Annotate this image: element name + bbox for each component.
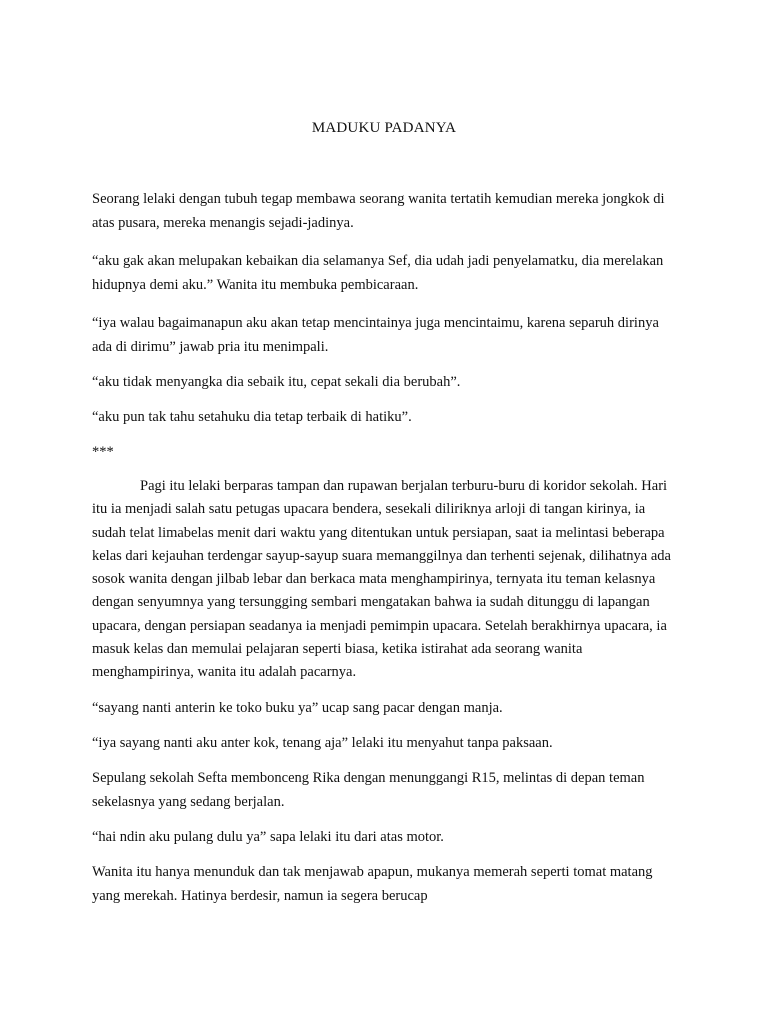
document-body: [92, 187, 674, 919]
paragraph: “aku gak akan melupakan kebaikan dia selamanya Sef, dia udah jadi penyelamatku, dia merelakan hidupnya demi aku.” Wanita itu membuka pembicaraan.: [92, 253, 664, 293]
paragraph: “aku pun tak tahu setahuku dia tetap terbaik di hatiku”.: [92, 409, 412, 425]
paragraph: “iya sayang nanti aku anter kok, tenang aja” lelaki itu menyahut tanpa paksaan.: [92, 734, 553, 751]
paragraph: Seorang lelaki dengan tubuh tegap membawa seorang wanita tertatih kemudian mereka jongkok di atas pusara, mereka menangis sejadi-jadinya.: [92, 191, 665, 231]
paragraph: “aku tidak menyangka dia sebaik itu, cepat sekali dia berubah”.: [92, 374, 461, 390]
paragraph: Pagi itu lelaki berparas tampan dan rupawan berjalan terburu-buru di koridor sekolah. Hari itu ia menjadi salah satu petugas upacara bendera, sesekali diliriknya arloji di tangan kirinya, ia sudah telat limabelas menit dari waktu yang ditentukan untuk persiapan, saat ia melintasi beberapa kelas dari kejauhan terdengar sayup-sayup suara memanggilnya dan terhenti sejenak, dilihatnya ada sosok wanita dengan jilbab lebar dan berkaca mata menghampirinya, ternyata itu teman kelasnya dengan senyumnya yang tersungging sembari mengatakan bahwa ia sudah ditunggu di lapangan upacara, dengan persiapan seadanya ia menjadi pemimpin upacara. Setelah berakhirnya upacara, ia masuk kelas dan memulai pelajaran seperti biasa, ketika istirahat ada seorang wanita menghampirinya, wanita itu adalah pacarnya.: [92, 478, 671, 681]
paragraph: “hai ndin aku pulang dulu ya” sapa lelaki itu dari atas motor.: [92, 828, 444, 845]
paragraph: “iya walau bagaimanapun aku akan tetap mencintainya juga mencintaimu, karena separuh dirinya ada di dirimu” jawab pria itu menimpali.: [92, 315, 659, 355]
scene-break: ***: [92, 444, 114, 460]
paragraph: Wanita itu hanya menunduk dan tak menjawab apapun, mukanya memerah seperti tomat matang yang merekah. Hatinya berdesir, namun ia segera berucap: [92, 863, 653, 904]
document-title: MADUKU PADANYA: [311, 120, 457, 136]
paragraph: Sepulang sekolah Sefta membonceng Rika dengan menunggangi R15, melintas di depan teman sekelasnya yang sedang berjalan.: [92, 769, 645, 810]
paragraph: “sayang nanti anterin ke toko buku ya” ucap sang pacar dengan manja.: [92, 699, 503, 716]
